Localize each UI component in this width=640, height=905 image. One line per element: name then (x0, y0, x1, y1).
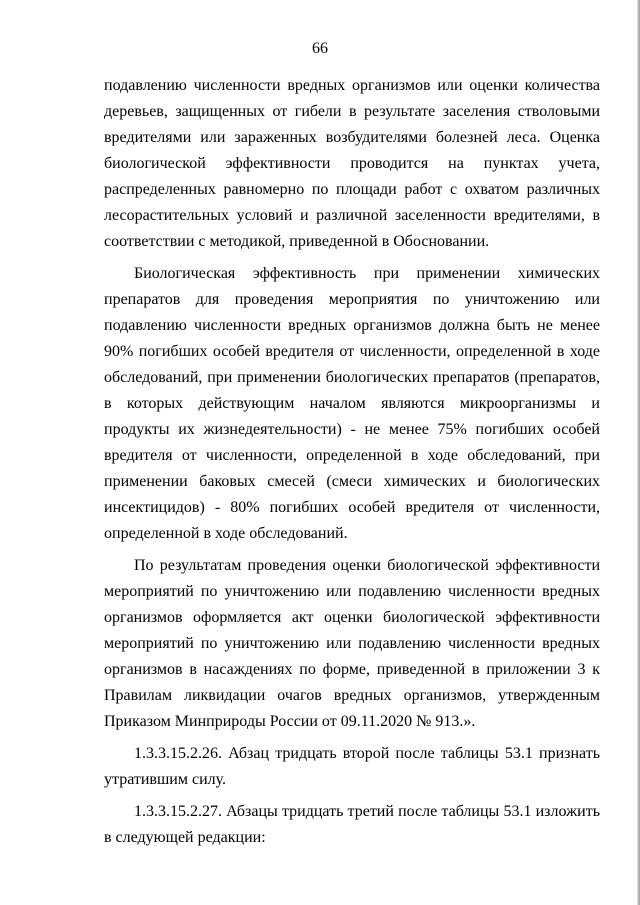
page-number: 66 (312, 40, 328, 57)
paragraph-biological-efficiency: Биологическая эффективность при применении химических препаратов для проведения мероприятия по уничтожению или подавлению численности вредных организмов должна быть не менее 90% погибших особей вредителя от численности, определенной в ходе обследований, при применении биологических препаратов (препаратов, в которых действующим началом являются микроорганизмы и продукты их жизнедеятельности) - не менее 75% погибших особей вредителя от численности, определенной в ходе обследований, при применении баковых смесей (смеси химических и биологических инсектицидов) - 80% погибших особей вредителя от численности, определенной в ходе обследований. (104, 265, 600, 542)
paragraph-assessment-act: По результатам проведения оценки биологической эффективности мероприятий по уничтожению или подавлению численности вредных организмов оформляется акт оценки биологической эффективности мероприятий по уничтожению или подавлению численности вредных организмов в насаждениях по форме, приведенной в приложении 3 к Правилам ликвидации очагов вредных организмов, утвержденным Приказом Минприроды России от 09.11.2020 № 913.». (104, 557, 600, 730)
document-body (104, 73, 600, 857)
paragraph-clause-26: 1.3.3.15.2.26. Абзац тридцать второй после таблицы 53.1 признать утратившим силу. (104, 745, 600, 788)
paragraph-clause-27: 1.3.3.15.2.27. Абзацы тридцать третий после таблицы 53.1 изложить в следующей редакции: (104, 803, 600, 846)
paragraph-continuation: подавлению численности вредных организмов или оценки количества деревьев, защищенных от гибели в результате заселения стволовыми вредителями или зараженных возбудителями болезней леса. Оценка биологической эффективности проводится на пунктах учета, распределенных равномерно по площади работ с охватом различных лесорастительных условий и различной заселенности вредителями, в соответствии с методикой, приведенной в Обосновании. (104, 77, 600, 250)
